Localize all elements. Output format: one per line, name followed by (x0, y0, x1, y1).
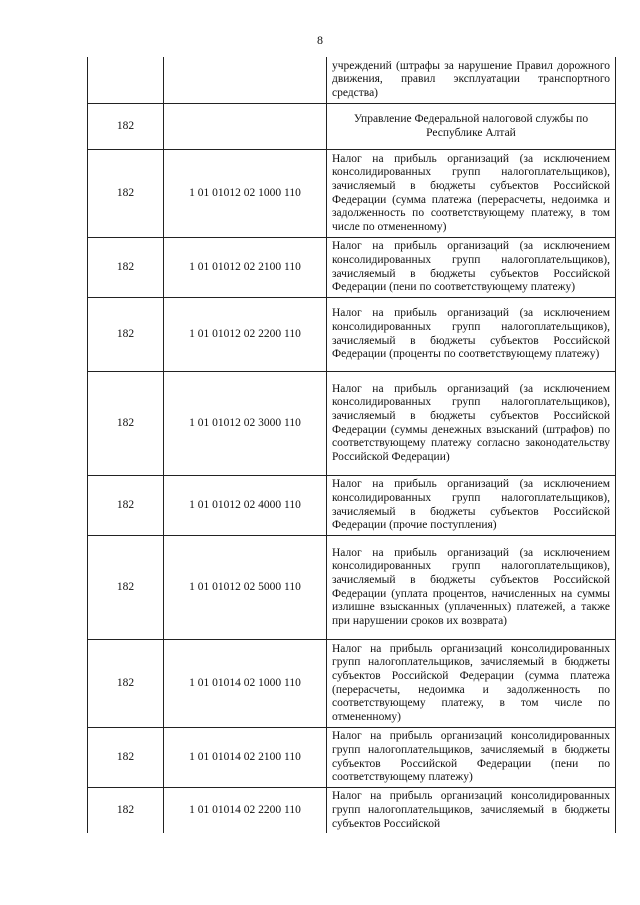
revenue-name-cell: Налог на прибыль организаций (за исключением консолидированных групп налогоплательщиков), зачисляемый в бюджеты субъектов Российской Федерации (сумма платежа (перерасчеты, недоимка и задолженность по соответствующему платежу, в том числе по отмененному) (327, 149, 616, 237)
admin-code-cell: 182 (88, 297, 164, 371)
admin-code-cell: 182 (88, 149, 164, 237)
revenue-name-cell: Налог на прибыль организаций консолидированных групп налогоплательщиков, зачисляемый в бюджеты субъектов Российской Федерации (сумма платежа (перерасчеты, недоимка и задолженность по соответствующему платежу, в том числе по отмененному) (327, 639, 616, 727)
admin-code-cell: 182 (88, 727, 164, 787)
admin-code-cell: 182 (88, 237, 164, 297)
admin-code-cell: 182 (88, 787, 164, 833)
revenue-name-cell: Налог на прибыль организаций (за исключением консолидированных групп налогоплательщиков), зачисляемый в бюджеты субъектов Российской Федерации (уплата процентов, начисленных на суммы излишне взысканных (уплаченных) платежей, а также при нарушении сроков их возврата) (327, 535, 616, 639)
table-row (88, 57, 616, 103)
revenue-name-cell: Налог на прибыль организаций (за исключением консолидированных групп налогоплательщиков), зачисляемый в бюджеты субъектов Российской Федерации (проценты по соответствующему платежу) (327, 297, 616, 371)
page-number: 8 (317, 33, 323, 47)
admin-code-cell: 182 (88, 535, 164, 639)
table-row (88, 103, 616, 149)
budget-code-cell: 1 01 01012 02 1000 110 (164, 149, 327, 237)
admin-code-cell: 182 (88, 639, 164, 727)
revenue-name-cell: Налог на прибыль организаций консолидированных групп налогоплательщиков, зачисляемый в бюджеты субъектов Российской Федерации (пени по соответствующему платежу) (327, 727, 616, 787)
admin-code-cell: 182 (88, 371, 164, 475)
budget-code-cell: 1 01 01012 02 3000 110 (164, 371, 327, 475)
admin-code-cell (88, 57, 164, 103)
revenue-name-cell: Налог на прибыль организаций (за исключением консолидированных групп налогоплательщиков), зачисляемый в бюджеты субъектов Российской Федерации (прочие поступления) (327, 475, 616, 535)
budget-code-cell: 1 01 01012 02 2200 110 (164, 297, 327, 371)
table-row (88, 475, 616, 535)
budget-code-cell (164, 103, 327, 149)
admin-code-cell: 182 (88, 475, 164, 535)
budget-code-cell: 1 01 01012 02 2100 110 (164, 237, 327, 297)
table-row (88, 727, 616, 787)
table-row (88, 787, 616, 833)
table-row (88, 297, 616, 371)
budget-code-cell: 1 01 01012 02 5000 110 (164, 535, 327, 639)
revenue-name-cell: Налог на прибыль организаций (за исключением консолидированных групп налогоплательщиков), зачисляемый в бюджеты субъектов Российской Федерации (суммы денежных взысканий (штрафов) по соответствующему платежу согласно законодательству Российской Федерации) (327, 371, 616, 475)
budget-code-cell: 1 01 01014 02 2100 110 (164, 727, 327, 787)
revenue-name-cell: Налог на прибыль организаций (за исключением консолидированных групп налогоплательщиков), зачисляемый в бюджеты субъектов Российской Федерации (пени по соответствующему платежу) (327, 237, 616, 297)
table-row (88, 535, 616, 639)
budget-code-cell (164, 57, 327, 103)
table-row (88, 149, 616, 237)
admin-code-cell: 182 (88, 103, 164, 149)
administrator-name-cell: Управление Федеральной налоговой службы по Республике Алтай (327, 103, 616, 149)
budget-code-cell: 1 01 01014 02 1000 110 (164, 639, 327, 727)
table-row (88, 371, 616, 475)
table-row (88, 639, 616, 727)
budget-revenue-table (87, 57, 616, 833)
revenue-name-cell: учреждений (штрафы за нарушение Правил дорожного движения, правил эксплуатации транспортного средства) (327, 57, 616, 103)
revenue-name-cell: Налог на прибыль организаций консолидированных групп налогоплательщиков, зачисляемый в бюджеты субъектов Российской (327, 787, 616, 833)
budget-code-cell: 1 01 01012 02 4000 110 (164, 475, 327, 535)
table-row (88, 237, 616, 297)
budget-code-cell: 1 01 01014 02 2200 110 (164, 787, 327, 833)
